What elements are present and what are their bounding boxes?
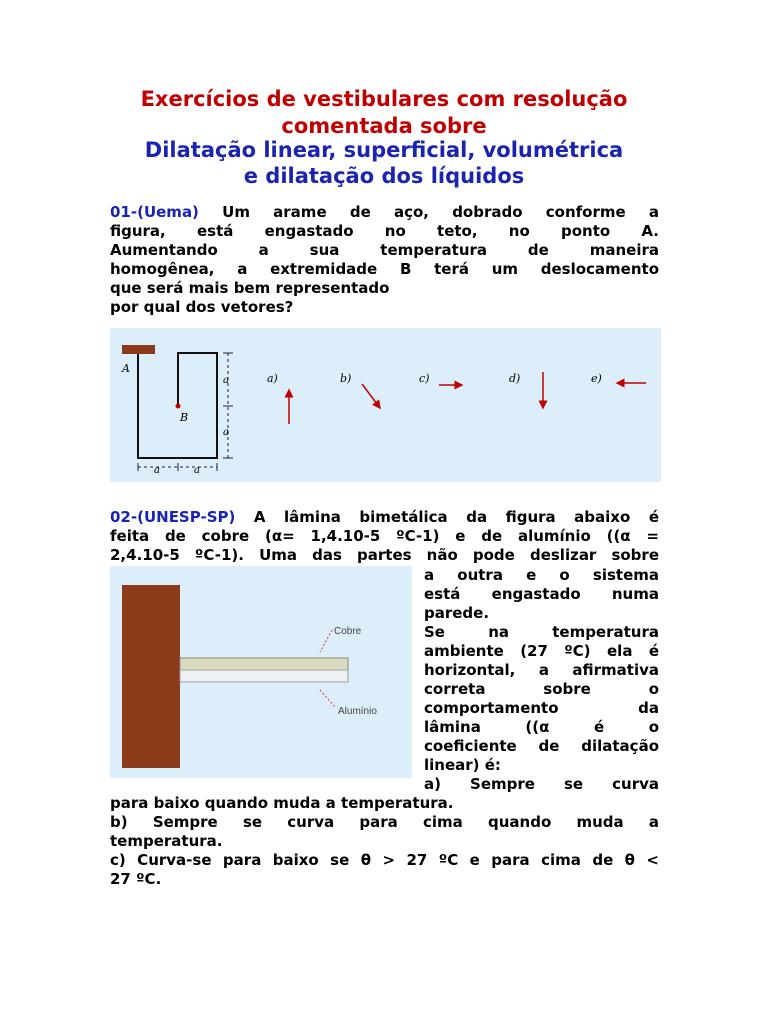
question-2-line: Se na temperatura (424, 623, 659, 641)
label-a-vertical-1: a (223, 375, 229, 386)
question-2-line: lâmina ((α é o (424, 718, 659, 736)
question-2-line: está engastado numa (424, 585, 659, 603)
label-a-horizontal-2: a (194, 465, 200, 476)
label-a-vertical-2: a (223, 427, 229, 438)
label-aluminium: Alumínio (338, 706, 377, 717)
question-2-figure (110, 566, 412, 778)
question-2-line: linear) é: (424, 756, 501, 774)
question-1-line: figura, está engastado no teto, no ponto A. (110, 222, 659, 240)
question-1-figure (110, 328, 661, 482)
document-subtitle (100, 137, 668, 189)
bent-wire-diagram (110, 328, 661, 482)
question-2-option-b: b) Sempre se curva para cima quando muda a (110, 813, 659, 831)
question-2-line: ambiente (27 ºC) ela é (424, 642, 659, 660)
question-2-option-c: c) Curva-se para baixo se θ > 27 ºC e para cima de θ < (110, 851, 659, 869)
copper-strip (180, 658, 348, 670)
question-2-line: 02-(UNESP-SP) A lâmina bimetálica da figura abaixo é (110, 508, 659, 526)
question-2-line: coeficiente de dilatação (424, 737, 659, 755)
question-1-text (110, 203, 659, 317)
title-line-1: Exercícios de vestibulares com resolução (140, 87, 628, 111)
vector-b-arrow (362, 384, 380, 408)
question-2-line: 2,4.10-5 ºC-1). Uma das partes não pode deslizar sobre (110, 546, 659, 564)
question-1-line: Aumentando a sua temperatura de maneira (110, 241, 659, 259)
ceiling-block (122, 345, 155, 354)
question-2-line: feita de cobre (α= 1,4.10-5 ºC-1) e de alumínio ((α = (110, 527, 659, 545)
subtitle-line-1: Dilatação linear, superficial, volumétrica (144, 138, 624, 162)
label-a-horizontal-1: a (154, 465, 160, 476)
label-point-a: A (122, 362, 130, 375)
document-title (100, 86, 668, 140)
question-2-line: temperatura. (110, 832, 223, 850)
aluminium-pointer (320, 690, 336, 708)
question-2-line: comportamento da (424, 699, 659, 717)
aluminium-strip (180, 670, 348, 682)
copper-pointer (320, 630, 332, 652)
question-2-line: correta sobre o (424, 680, 659, 698)
option-c-label: c) (419, 372, 430, 385)
question-2-options (110, 794, 659, 889)
question-2-line: 27 ºC. (110, 870, 162, 888)
option-e-label: e) (591, 372, 602, 385)
question-2-line: parede. (424, 604, 490, 622)
question-2-line: horizontal, a afirmativa (424, 661, 659, 679)
wall (122, 585, 180, 768)
question-1-line: 01-(Uema) Um arame de aço, dobrado conforme a (110, 203, 659, 221)
title-line-2: comentada sobre (281, 114, 487, 138)
question-1-line: homogênea, a extremidade B terá um deslocamento (110, 260, 659, 278)
option-a-label: a) (267, 372, 278, 385)
bimetallic-strip-diagram (110, 566, 412, 778)
question-2-line: para baixo quando muda a temperatura. (110, 794, 454, 812)
point-b-marker (176, 404, 181, 409)
question-2-option-a-start: a) Sempre se curva (424, 775, 659, 793)
question-2-side-text (424, 566, 659, 794)
label-copper: Cobre (334, 626, 362, 637)
question-2-source: 02-(UNESP-SP) (110, 508, 236, 526)
question-1-source: 01-(Uema) (110, 203, 199, 221)
subtitle-line-2: e dilatação dos líquidos (243, 164, 525, 188)
question-1-line: que será mais bem representado (110, 279, 390, 297)
option-b-label: b) (340, 372, 352, 385)
question-2-intro (110, 508, 659, 565)
question-1-line: por qual dos vetores? (110, 298, 294, 316)
question-2-line: a outra e o sistema (424, 566, 659, 584)
label-point-b: B (180, 411, 189, 424)
option-d-label: d) (509, 372, 521, 385)
